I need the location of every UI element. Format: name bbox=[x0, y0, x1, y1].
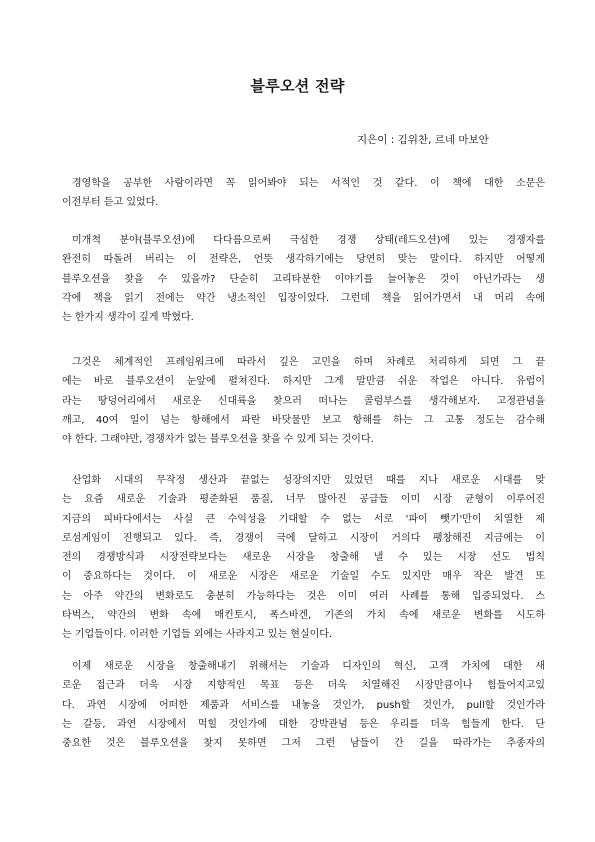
paragraph bbox=[62, 657, 545, 753]
paragraph-line: 에는 바로 블루오션이 눈앞에 펼쳐진다. 하지만 그게 말만큼 쉬운 작업은 아니다. 유럽이 bbox=[62, 376, 545, 388]
paragraph-line: 야 한다. 그래야만, 경쟁자가 없는 블루오션을 찾을 수 있게 되는 것이다. bbox=[62, 434, 374, 446]
paragraph-line: 는 한가지 생각이 깊게 박혔다. bbox=[62, 312, 194, 324]
paragraph-line: 는 요즘 새로운 기술과 평준화된 품질, 너무 많아진 공급들 이미 시장 균형이 이루어진 bbox=[62, 494, 545, 506]
paragraph-line: 그것은 체계적인 프레임워크에 따라서 깊은 고민을 하며 차례로 처리하게 되면 그 끝 bbox=[72, 357, 545, 368]
paragraph bbox=[62, 174, 545, 213]
paragraph-line: 이제 새로운 시장을 창출해내기 위해서는 기술과 디자인의 혁신, 고객 가치에 대한 새 bbox=[72, 661, 545, 672]
paragraph-line: 는 아주 약간의 변화로도 충분히 가능하다는 것은 이미 여러 사례를 통해 입증되었다. 스 bbox=[62, 590, 545, 602]
paragraph-line: 는 기업들이다. 이러한 기업들 외에는 사라지고 있는 현실이다. bbox=[62, 629, 333, 641]
paragraph bbox=[62, 471, 545, 645]
paragraph-line: 미개척 분야(블루오션)에 다다름으로써 극심한 경쟁 상태(레드오션)에 있는 경쟁자를 bbox=[72, 235, 545, 246]
paragraph-line: 블루오션을 찾을 수 있을까? 단순히 고리타분한 이야기를 늘어놓은 것이 아닌가라는 생 bbox=[62, 273, 545, 285]
paragraph-line: 전의 경쟁방식과 시장전략보다는 새로운 시장을 창출해 낼 수 있는 시장 선도 법칙 bbox=[62, 552, 545, 564]
author-line: 지은이 : 김위찬, 르네 마보안 bbox=[357, 134, 489, 146]
paragraph-line: 는 갈등, 과연 시장에서 먹힐 것인가에 대한 강박관념 등은 우리를 더욱 힘들게 한다. 단 bbox=[62, 718, 545, 730]
paragraph-line: 각에 책을 읽기 전에는 약간 냉소적인 입장이었다. 그런데 책을 읽어가면서 내 머리 속에 bbox=[62, 292, 545, 304]
paragraph-line: 로운 접근과 더욱 시장 지향적인 목표 등은 더욱 치열해진 시장만큼이나 힘들어지고있 bbox=[62, 680, 545, 692]
paragraph-line: 경영학을 공부한 사람이라면 꼭 읽어봐야 되는 서적인 것 같다. 이 책에 대한 소문은 bbox=[72, 178, 545, 189]
paragraph-line: 라는 땅덩어리에서 새로운 신대륙을 찾으러 떠나는 콜럼부스를 생각해보자. 고정관념을 bbox=[62, 395, 545, 407]
document-title: 블루오션 전략 bbox=[250, 77, 345, 95]
paragraph-line: 이전부터 듣고 있었다. bbox=[62, 197, 159, 209]
paragraph-line: 중요한 것은 블루오션을 찾지 못하면 그저 그런 남들이 간 길을 따라가는 추종자의 bbox=[62, 738, 545, 750]
paragraph-line: 로섬게임이 진행되고 있다. 즉, 경쟁이 극에 달하고 시장이 거의다 팽창해진 지금에는 이 bbox=[62, 532, 545, 544]
paragraph-line: 이 중요하다는 것이다. 이 새로운 시장은 새로운 기술일 수도 있지만 매우 작은 발견 또 bbox=[62, 571, 545, 583]
paragraph-line: 완전히 따돌려 버리는 이 전략은, 언뜻 생각하기에는 당연히 맞는 말이다. 하지만 어떻게 bbox=[62, 254, 545, 266]
paragraph bbox=[62, 231, 545, 327]
paragraph-line: 깨고, 40여 일이 넘는 항해에서 파란 바닷물만 보고 항해를 하는 그 고통 정도는 감수해 bbox=[62, 414, 545, 426]
paragraph-line: 지금의 피바다에서는 사실 큰 수익성을 기대할 수 없는 서로 '파이 뺏기'만이 치열한 제 bbox=[62, 513, 545, 525]
paragraph-line: 타벅스, 약간의 변화 속에 매킨토시, 폭스바겐, 기존의 가치 속에 새로운 변화를 시도하 bbox=[62, 610, 545, 622]
paragraph-line: 산업화 시대의 무작정 생산과 끝없는 성장의지만 있었던 때를 지나 새로운 시대를 맞 bbox=[72, 475, 545, 486]
paragraph-line: 다. 과연 시장에 어떠한 제품과 서비스를 내놓을 것인가, push할 것인가, pull할 것인가라 bbox=[62, 699, 545, 711]
paragraph bbox=[62, 353, 545, 449]
